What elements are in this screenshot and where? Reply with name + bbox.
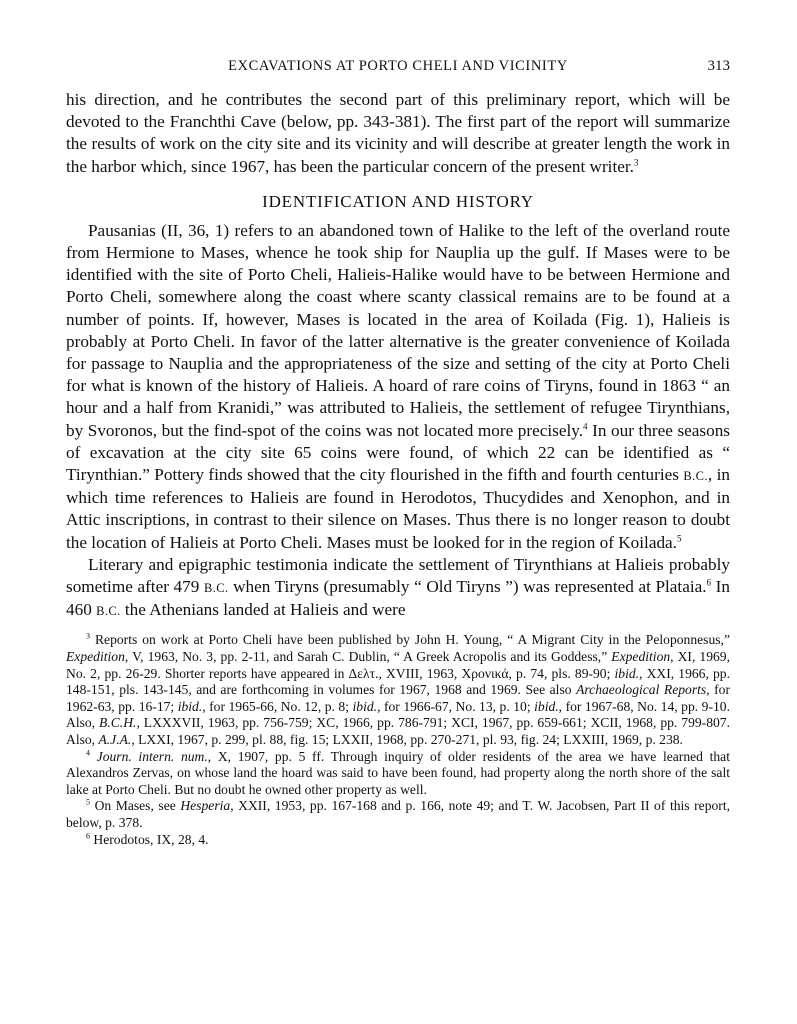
- text-run: , LXXXVII, 1963, pp. 756-759; XC, 1966, pp. 786-791; XCI, 1967, pp. 659-661; XCII, 1968, pp. 799-807. Also,: [66, 715, 730, 748]
- text-run: the Athenians landed at Halieis and were: [120, 600, 406, 620]
- italic-title: ibid.: [177, 698, 203, 714]
- text-run: , V, 1963, No. 3, pp. 2-11, and Sarah C. Dublin, “ A Greek Acropolis and its Goddess,”: [124, 649, 612, 665]
- running-title: EXCAVATIONS AT PORTO CHELI AND VICINITY: [228, 58, 568, 74]
- text-run: , for 1966-67, No. 13, p. 10;: [377, 698, 535, 714]
- footnote-ref-4[interactable]: 4: [583, 420, 588, 431]
- text-run: In 460: [66, 577, 730, 620]
- italic-title: ibid.: [352, 698, 378, 714]
- footnote-number: 6: [86, 831, 90, 841]
- italic-title: A.J.A.: [98, 732, 132, 748]
- text-run: , XXII, 1953, pp. 167-168 and p. 166, note 49; and T. W. Jacobsen, Part II of this report, below, p. 378.: [66, 798, 730, 830]
- footnote-ref-6[interactable]: 6: [706, 577, 712, 588]
- footnote-number: 4: [86, 748, 90, 758]
- footnote-5: [66, 798, 730, 831]
- page: [66, 52, 730, 848]
- footnote-ref-5[interactable]: 5: [676, 532, 682, 543]
- text-run: , LXXI, 1967, p. 299, pl. 88, fig. 15; LXXII, 1968, pp. 270-271, pl. 93, fig. 24; LXXIII, 1969, p. 238.: [131, 732, 683, 748]
- era-abbrev: B.C.: [683, 469, 708, 484]
- footnote-3: [66, 632, 730, 748]
- text-run: his direction, and he contributes the second part of this preliminary report, which will be devoted to the Franchthi Cave (below, pp. 343-381). The first part of the report will summarize the results of work on the city site and its vicinity and will describe at greater length the work in the harbor which, since 1967, has been the particular concern of the present writer.: [66, 90, 730, 176]
- italic-title: Expedition: [611, 649, 671, 665]
- era-abbrev: B.C.: [96, 604, 121, 619]
- footnote-6: [66, 832, 730, 849]
- text-run: , in which time references to Halieis are found in Herodotos, Thucydides and Xenophon, and in Attic inscriptions, in contrast to their silence on Mases. Thus there is no longer reason to doubt the location of Halieis at Porto Cheli. Mases must be looked for in the region of Koilada.: [66, 465, 730, 552]
- text-run: , for 1967-68, No. 14, pp. 9-10. Also,: [66, 698, 730, 731]
- paragraph-testimonia: [66, 554, 730, 623]
- text-run: Literary and epigraphic testimonia indicate the settlement of Tirynthians at Halieis probably sometime after 479: [66, 554, 730, 597]
- text-run: In our three seasons of excavation at the city site 65 coins were found, of which 22 can be identified as “ Tirynthian.” Pottery finds showed that the city flourished in the fifth and fourth centuries: [66, 420, 730, 485]
- text-run: when Tiryns (presumably “ Old Tiryns ”) was represented at Plataia.: [228, 577, 707, 597]
- text-run: Reports on work at Porto Cheli have been published by John H. Young, “ A Migrant City in the Peloponnesus,”: [94, 632, 730, 648]
- footnote-ref-3[interactable]: 3: [633, 156, 639, 167]
- text-run: , for 1965-66, No. 12, p. 8;: [202, 698, 353, 714]
- footnote-4: [66, 749, 730, 799]
- text-run: , XXI, 1966, pp. 148-151, pls. 143-145, and are forthcoming in volumes for 1967, 1968 and 1969. See also: [66, 665, 730, 698]
- running-header: [66, 52, 730, 80]
- footnote-number: 3: [86, 631, 90, 641]
- page-number: 313: [707, 58, 730, 74]
- main-text: [66, 89, 730, 622]
- text-run: , for 1962-63, pp. 16-17;: [66, 682, 730, 714]
- italic-title: ibid.: [614, 665, 640, 681]
- text-run: , XI, 1969, No. 2, pp. 26-29. Shorter reports have appeared in Δελτ., XVIII, 1963, Χρονικά, p. 74, pls. 89-90;: [66, 649, 730, 681]
- section-heading: IDENTIFICATION AND HISTORY: [262, 191, 534, 211]
- era-abbrev: B.C.: [203, 581, 229, 596]
- italic-title: Journ. intern. num.: [96, 748, 208, 764]
- paragraph-continuation: [66, 89, 730, 178]
- text-run: , X, 1907, pp. 5 ff. Through inquiry of older residents of the area we have learned that Alexandros Zervas, on whose land the hoard was said to have been found, had property along the north shore of the salt lake at Porto Cheli. But no doubt he owned other property as well.: [66, 748, 730, 797]
- italic-title: Expedition: [66, 649, 125, 665]
- italic-title: B.C.H.: [99, 715, 137, 731]
- text-run: Pausanias (II, 36, 1) refers to an abandoned town of Halike to the left of the overland route from Hermione to Mases, whence he took ship for Nauplia up the gulf. If Mases were to be identified with the site of Porto Cheli, Halieis-Halike would have to be between Hermione and Porto Cheli, somewhere along the coast where scanty classical remains are to be found at a number of points. If, however, Mases is located in the area of Koilada (Fig. 1), Halieis is probably at Porto Cheli. In favor of the latter alternative is the greater convenience of Koilada for passage to Nauplia and the appropriateness of the size and setting of the city at Porto Cheli for what is known of the history of Halieis. A hoard of rare coins of Tiryns, found in 1863 “ an hour and a half from Kranidi,” was attributed to Halieis, the settlement of refugee Tirynthians, by Svoronos, but the find-spot of the coins was not located more precisely.: [66, 220, 730, 440]
- italic-title: Archaeological Reports: [576, 682, 707, 698]
- text-run: Herodotos, IX, 28, 4.: [93, 831, 209, 847]
- footnote-number: 5: [86, 797, 90, 807]
- italic-title: Hesperia: [180, 798, 231, 814]
- footnotes: [66, 632, 730, 848]
- text-run: On Mases, see: [94, 798, 181, 814]
- paragraph-pausanias: [66, 220, 730, 554]
- italic-title: ibid.: [534, 698, 559, 714]
